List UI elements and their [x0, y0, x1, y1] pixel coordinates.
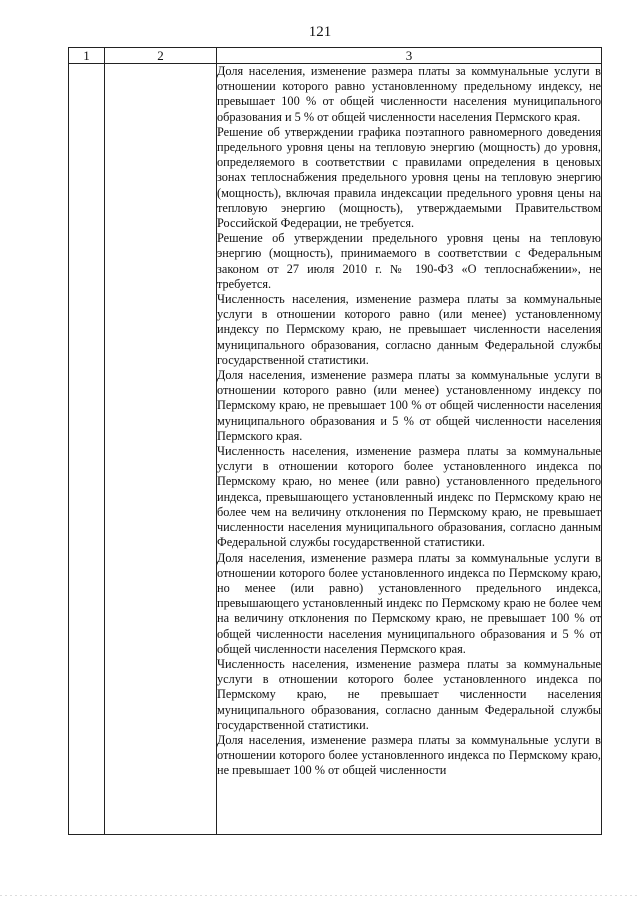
paragraph: Доля населения, изменение размера платы за коммунальные услуги в отношении которого равно (или менее) установленному индексу по Пермскому краю, не превышает 100 % от общей численности населения муниципального образования и 5 % от общей численности населения Пермского края.: [217, 368, 601, 443]
table-row: [69, 64, 602, 835]
cell-col-1: [69, 64, 105, 835]
paragraph: Численность населения, изменение размера платы за коммунальные услуги в отношении которого более установленного индекса по Пермскому краю, не превышает численности населения муниципального образования, согласно данным Федеральной службы государственной статистики.: [217, 656, 601, 732]
document-table: [68, 47, 602, 835]
paragraph: Доля населения, изменение размера платы за коммунальные услуги в отношении которого более установленного индекса по Пермскому краю, но менее (или равно) установленного предельного индекса, превышающего установленный индекс по Пермскому краю не более чем на величину отклонения по Пермскому краю, не превышает 100 % от общей численности населения муниципального образования и 5 % от общей численности населения Пермского края.: [217, 550, 601, 656]
table-header-row: [69, 48, 602, 64]
paragraph: Доля населения, изменение размера платы за коммунальные услуги в отношении которого равно установленному предельному индексу, не превышает 100 % от общей численности населения муниципального образования и 5 % от общей численности населения Пермского края.: [217, 64, 601, 124]
column-header-3: 3: [217, 48, 602, 64]
column-header-2: 2: [105, 48, 217, 64]
cell-col-2: [105, 64, 217, 835]
cell-col-3: [217, 64, 602, 835]
scan-edge-divider: [0, 895, 640, 896]
paragraph: Численность населения, изменение размера платы за коммунальные услуги в отношении которого равно (или менее) установленному индексу по Пермскому краю, не превышает численности населения муниципального образования, согласно данным Федеральной службы государственной статистики.: [217, 292, 601, 367]
paragraph: Решение об утверждении предельного уровня цены на тепловую энергию (мощность), принимаемого в соответствии с Федеральным законом от 27 июля 2010 г. № 190-ФЗ «О теплоснабжении», не требуется.: [217, 231, 601, 291]
paragraph: Решение об утверждении графика поэтапного равномерного доведения предельного уровня цены на тепловую энергию (мощность) до уровня, определяемого в соответствии с правилами определения в ценовых зонах теплоснабжения предельного уровня цены на тепловую энергию (мощность), включая правила индексации предельного уровня цены на тепловую энергию (мощность), утверждаемыми Правительством Российской Федерации, не требуется.: [217, 124, 601, 231]
column-header-1: 1: [69, 48, 105, 64]
paragraph: Численность населения, изменение размера платы за коммунальные услуги в отношении которого более установленного индекса по Пермскому краю, но менее (или равно) установленного предельного индекса, превышающего установленный индекс по Пермскому краю не более чем на величину отклонения по Пермскому краю, не превышает численности населения муниципального образования, согласно данным Федеральной службы государственной статистики.: [217, 444, 601, 550]
paragraph: Доля населения, изменение размера платы за коммунальные услуги в отношении которого более установленного индекса по Пермскому краю, не превышает 100 % от общей численности: [217, 732, 601, 778]
page-number: 121: [308, 24, 332, 40]
